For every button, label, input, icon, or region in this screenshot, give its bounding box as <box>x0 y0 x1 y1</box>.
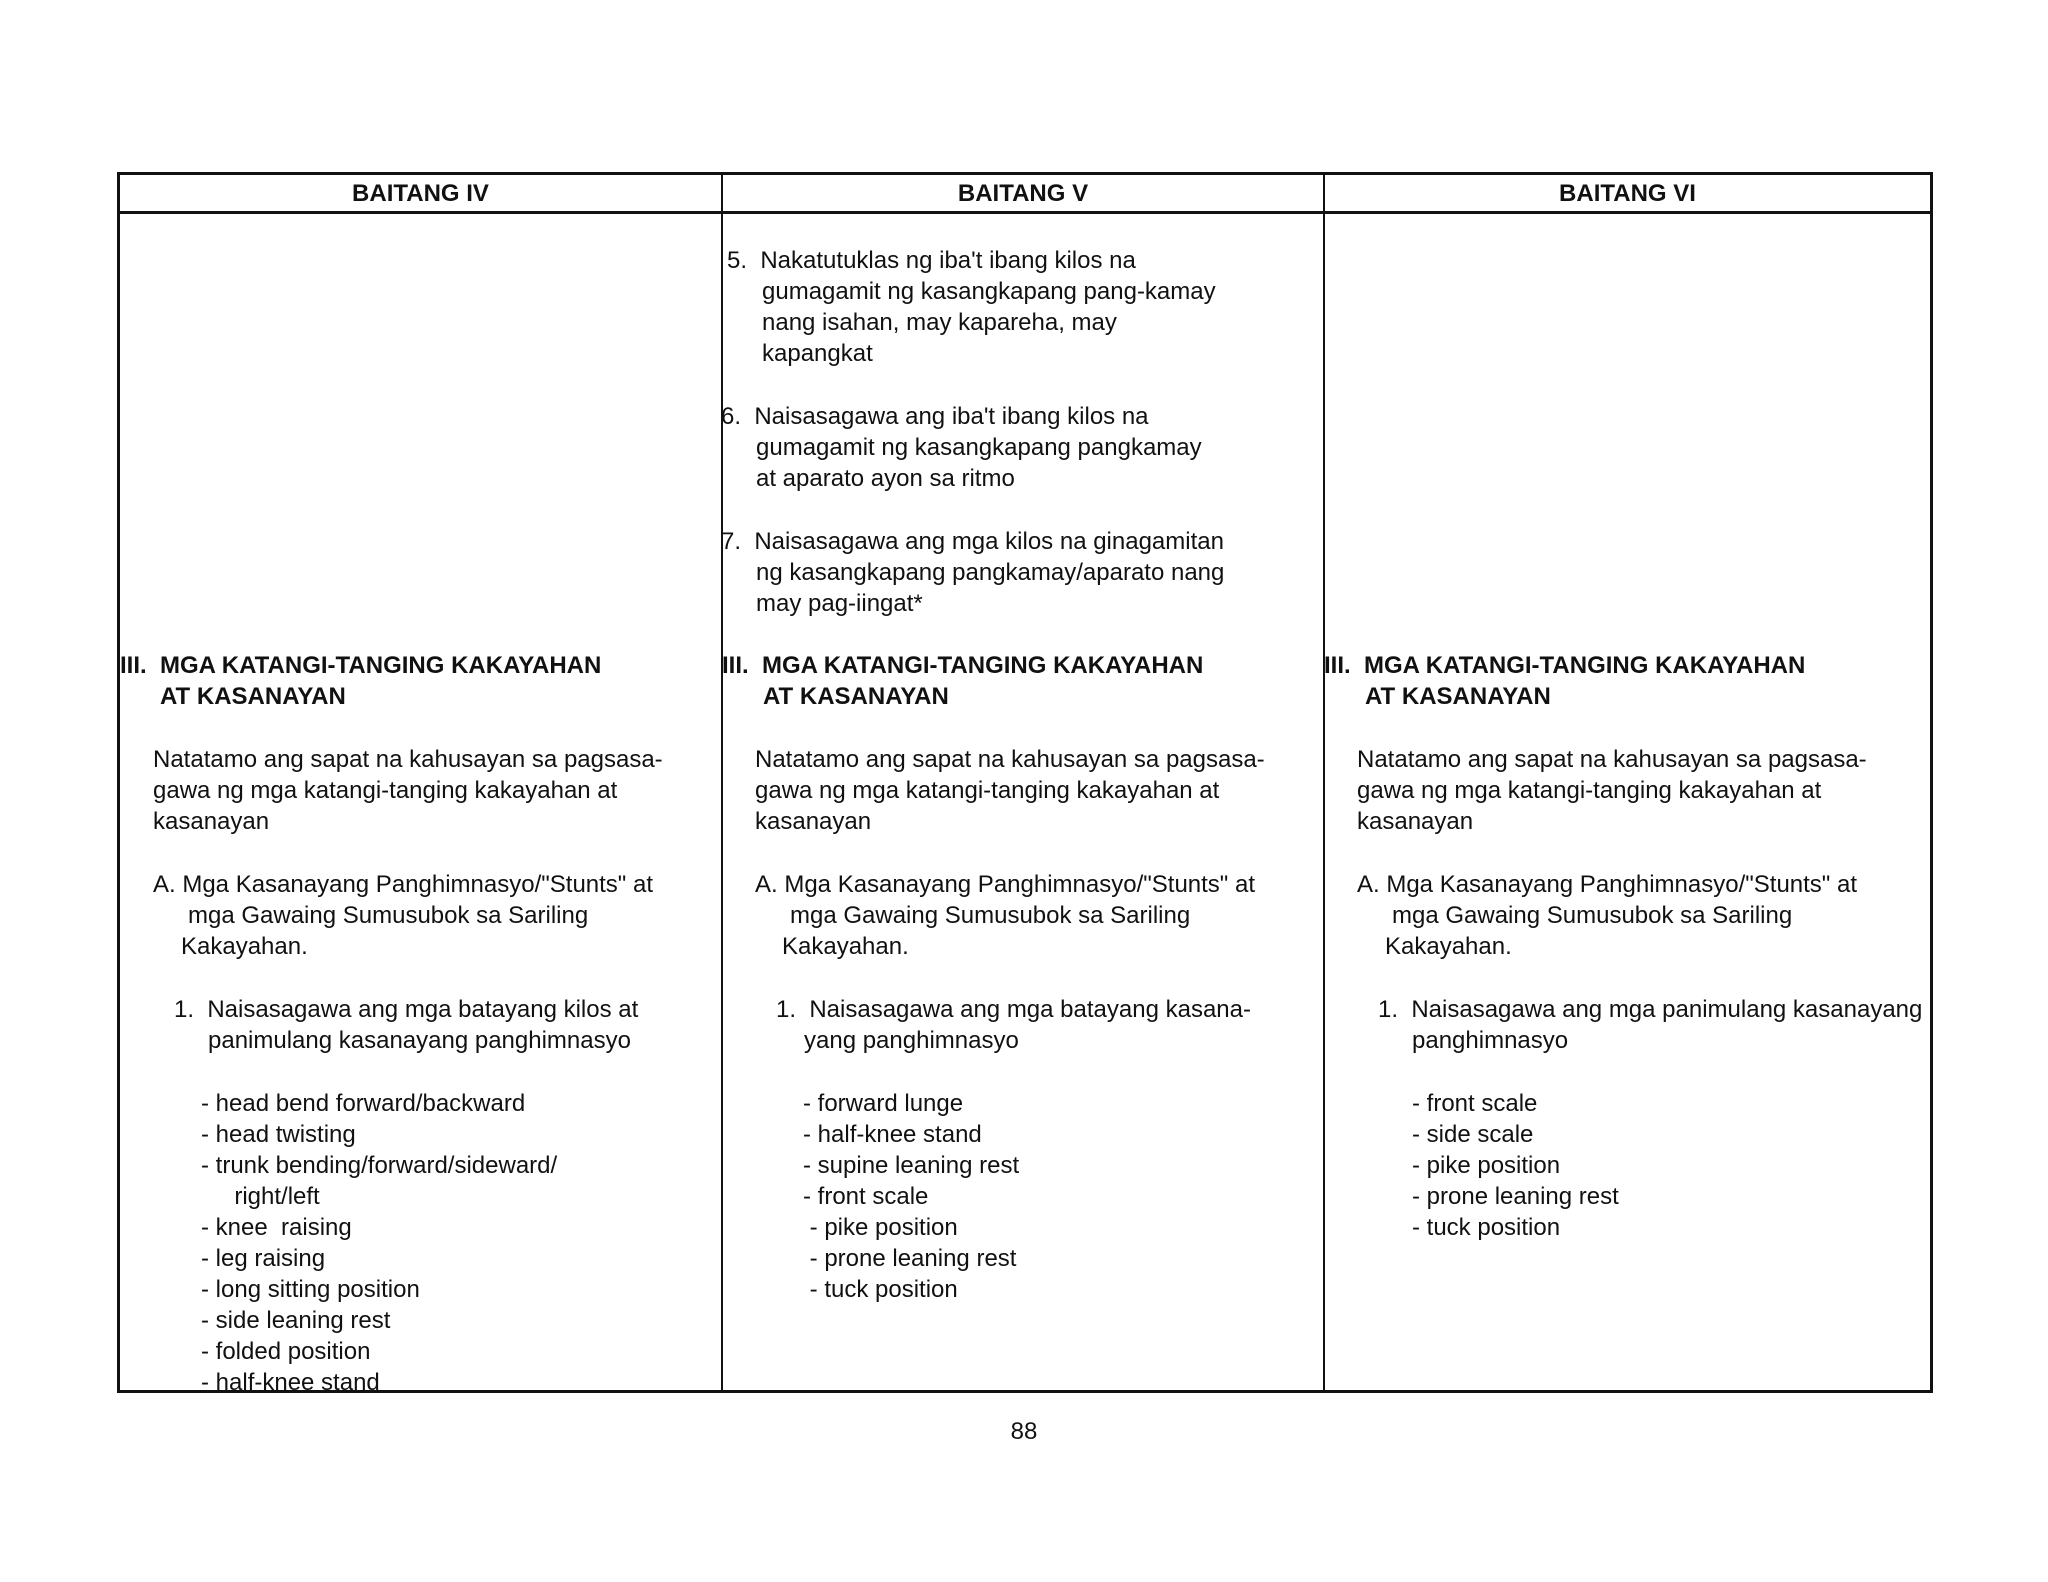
text-line: mga Gawaing Sumusubok sa Sariling <box>188 902 589 929</box>
header-baitang-iv: BAITANG IV <box>352 180 489 207</box>
text-line: kasanayan <box>755 808 872 835</box>
list-item: - pike position <box>1412 1152 1561 1179</box>
list-item: - supine leaning rest <box>803 1152 1020 1179</box>
text-line: Natatamo ang sapat na kahusayan sa pagsasa- <box>1357 746 1867 773</box>
text-line: yang panghimnasyo <box>804 1027 1019 1054</box>
header-divider <box>120 211 1930 214</box>
text-line: mga Gawaing Sumusubok sa Sariling <box>1392 902 1793 929</box>
page-number: 88 <box>1010 1418 1038 1445</box>
list-item: - pike position <box>803 1214 958 1241</box>
section-title: III. MGA KATANGI-TANGING KAKAYAHAN <box>722 652 1204 679</box>
list-item: - half-knee stand <box>201 1369 380 1396</box>
text-line: A. Mga Kasanayang Panghimnasyo/"Stunts" at <box>153 871 654 898</box>
text-line: nang isahan, may kapareha, may <box>762 309 1117 336</box>
text-line: gumagamit ng kasangkapang pangkamay <box>756 434 1202 461</box>
list-item: - long sitting position <box>201 1276 420 1303</box>
text-line: mga Gawaing Sumusubok sa Sariling <box>790 902 1191 929</box>
text-line: may pag-iingat* <box>756 590 923 617</box>
text-line: gawa ng mga katangi-tanging kakayahan at <box>153 777 618 804</box>
text-line: kapangkat <box>762 340 873 367</box>
list-item: - side scale <box>1412 1121 1534 1148</box>
text-line: kasanayan <box>153 808 270 835</box>
list-item: - head twisting <box>201 1121 356 1148</box>
column-divider <box>1323 175 1325 1390</box>
list-item: - tuck position <box>803 1276 958 1303</box>
text-line: Kakayahan. <box>181 933 308 960</box>
list-item: - front scale <box>803 1183 929 1210</box>
text-line: kasanayan <box>1357 808 1474 835</box>
text-line: panghimnasyo <box>1412 1027 1569 1054</box>
text-line: Kakayahan. <box>782 933 909 960</box>
section-title: III. MGA KATANGI-TANGING KAKAYAHAN <box>120 652 602 679</box>
list-item: - head bend forward/backward <box>201 1090 526 1117</box>
column-divider <box>721 175 723 1390</box>
list-item: - folded position <box>201 1338 371 1365</box>
text-line: 6. Naisasagawa ang iba't ibang kilos na <box>721 403 1149 430</box>
text-line: gawa ng mga katangi-tanging kakayahan at <box>1357 777 1822 804</box>
list-item: - knee raising <box>201 1214 352 1241</box>
list-item: - forward lunge <box>803 1090 964 1117</box>
header-baitang-vi: BAITANG VI <box>1559 180 1696 207</box>
text-line: 1. Naisasagawa ang mga batayang kilos at <box>174 996 639 1023</box>
section-title: AT KASANAYAN <box>763 683 949 710</box>
text-line: gumagamit ng kasangkapang pang-kamay <box>762 278 1216 305</box>
list-item: - tuck position <box>1412 1214 1561 1241</box>
text-line: at aparato ayon sa ritmo <box>756 465 1015 492</box>
list-item: - front scale <box>1412 1090 1538 1117</box>
text-line: 7. Naisasagawa ang mga kilos na ginagamitan <box>721 528 1224 555</box>
text-line: Natatamo ang sapat na kahusayan sa pagsasa- <box>153 746 663 773</box>
section-title: AT KASANAYAN <box>160 683 346 710</box>
section-title: III. MGA KATANGI-TANGING KAKAYAHAN <box>1324 652 1806 679</box>
section-title: AT KASANAYAN <box>1365 683 1551 710</box>
text-line: 1. Naisasagawa ang mga panimulang kasanayang <box>1378 996 1923 1023</box>
text-line: Natatamo ang sapat na kahusayan sa pagsasa- <box>755 746 1265 773</box>
text-line: A. Mga Kasanayang Panghimnasyo/"Stunts" at <box>755 871 1256 898</box>
text-line: A. Mga Kasanayang Panghimnasyo/"Stunts" at <box>1357 871 1858 898</box>
text-line: Kakayahan. <box>1385 933 1512 960</box>
text-line: 1. Naisasagawa ang mga batayang kasana- <box>776 996 1251 1023</box>
list-item: - leg raising <box>201 1245 326 1272</box>
list-item: - prone leaning rest <box>1412 1183 1619 1210</box>
list-item: - prone leaning rest <box>803 1245 1017 1272</box>
header-baitang-v: BAITANG V <box>957 180 1089 207</box>
text-line: 5. Nakatutuklas ng iba't ibang kilos na <box>727 247 1136 274</box>
list-item: right/left <box>201 1183 320 1210</box>
list-item: - half-knee stand <box>803 1121 982 1148</box>
text-line: ng kasangkapang pangkamay/aparato nang <box>756 559 1225 586</box>
list-item: - side leaning rest <box>201 1307 391 1334</box>
list-item: - trunk bending/forward/sideward/ <box>201 1152 558 1179</box>
text-line: panimulang kasanayang panghimnasyo <box>208 1027 631 1054</box>
text-line: gawa ng mga katangi-tanging kakayahan at <box>755 777 1220 804</box>
